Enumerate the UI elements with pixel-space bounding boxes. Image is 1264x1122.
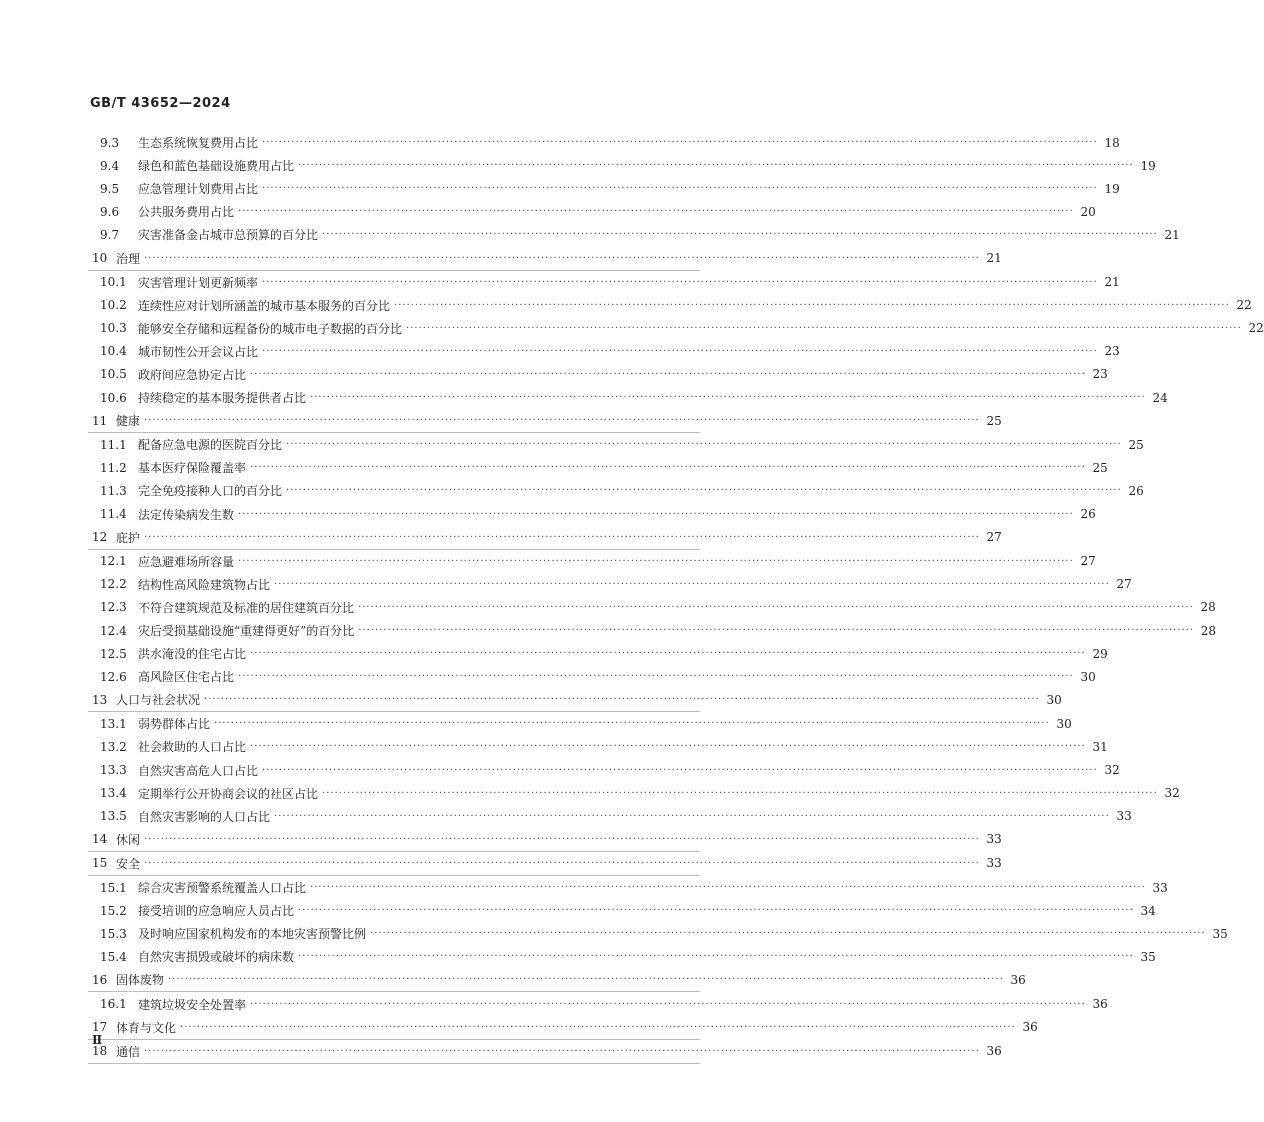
toc-section-entry[interactable] <box>88 456 1108 479</box>
toc-section-entry[interactable] <box>88 223 1180 246</box>
toc-entry-number: 9.3 <box>100 135 120 150</box>
toc-leader-dots: ········································································································································································································ <box>370 928 1206 940</box>
toc-entry-number: 10.3 <box>100 321 127 336</box>
toc-entry-page: 25 <box>986 413 1002 428</box>
toc-entry-number: 12.5 <box>100 646 127 661</box>
toc-section-entry[interactable] <box>88 550 1096 573</box>
toc-entry-title: 及时响应国家机构发布的本地灾害预警比例 <box>138 927 367 942</box>
toc-entry-number: 15.3 <box>100 926 127 941</box>
toc-entry-number: 11.3 <box>100 483 127 498</box>
toc-leader-dots: ········································································································································································································ <box>144 833 980 845</box>
toc-entry-page: 27 <box>986 530 1002 545</box>
toc-leader-dots: ········································································································································································································ <box>310 882 1146 894</box>
toc-leader-dots: ········································································································································································································ <box>286 485 1122 497</box>
toc-section-entry[interactable] <box>88 294 1252 317</box>
toc-entry-title: 基本医疗保险覆盖率 <box>138 461 247 476</box>
toc-section-entry[interactable] <box>88 759 1120 782</box>
toc-entry-title: 能够安全存储和远程备份的城市电子数据的百分比 <box>138 321 403 336</box>
toc-entry-number: 9.5 <box>100 181 120 196</box>
toc-section-entry[interactable] <box>88 876 1168 899</box>
toc-entry-number: 13.4 <box>100 786 127 801</box>
toc-entry-page: 27 <box>1080 554 1096 569</box>
toc-leader-dots: ········································································································································································································ <box>144 252 980 264</box>
toc-section-entry[interactable] <box>88 922 1228 945</box>
toc-leader-dots: ········································································································································································································ <box>310 392 1146 404</box>
toc-entry-title: 灾后受损基础设施“重建得更好”的百分比 <box>138 624 355 639</box>
toc-leader-dots: ········································································································································································································ <box>144 415 980 427</box>
toc-leader-dots: ········································································································································································································ <box>144 1045 980 1057</box>
toc-entry-page: 35 <box>1140 949 1156 964</box>
toc-leader-dots: ········································································································································································································ <box>262 345 1098 357</box>
toc-entry-title: 公共服务费用占比 <box>138 205 235 220</box>
toc-section-entry[interactable] <box>88 665 1096 688</box>
toc-section-entry[interactable] <box>88 363 1108 386</box>
toc-leader-dots: ········································································································································································································ <box>406 322 1242 334</box>
toc-entry-number: 10 <box>92 251 108 266</box>
toc-section-entry[interactable] <box>88 271 1120 294</box>
toc-entry-page: 19 <box>1104 181 1120 196</box>
toc-entry-number: 9.7 <box>100 227 120 242</box>
toc-entry-page: 36 <box>1010 972 1026 987</box>
toc-section-entry[interactable] <box>88 177 1120 200</box>
toc-entry-number: 11.2 <box>100 460 127 475</box>
toc-leader-dots: ········································································································································································································ <box>274 578 1110 590</box>
toc-leader-dots: ········································································································································································································ <box>394 299 1230 311</box>
table-of-contents <box>88 131 1264 1064</box>
toc-entry-number: 15 <box>92 856 108 871</box>
toc-section-entry[interactable] <box>88 200 1096 223</box>
toc-entry-page: 20 <box>1080 204 1096 219</box>
toc-leader-dots: ········································································································································································································ <box>262 764 1098 776</box>
toc-entry-title: 应急管理计划费用占比 <box>138 182 259 197</box>
toc-leader-dots: ········································································································································································································ <box>358 601 1194 613</box>
toc-leader-dots: ········································································································································································································ <box>250 648 1086 660</box>
toc-entry-title: 弱势群体占比 <box>138 717 211 732</box>
toc-chapter-entry[interactable] <box>88 1040 1002 1064</box>
toc-entry-number: 9.4 <box>100 158 120 173</box>
toc-entry-page: 33 <box>986 832 1002 847</box>
toc-section-entry[interactable] <box>88 782 1180 805</box>
toc-section-entry[interactable] <box>88 386 1168 409</box>
toc-entry-title: 接受培训的应急响应人员占比 <box>138 904 295 919</box>
toc-entry-page: 21 <box>986 251 1002 266</box>
toc-entry-page: 26 <box>1128 483 1144 498</box>
toc-leader-dots: ········································································································································································································ <box>250 462 1086 474</box>
toc-entry-title: 法定传染病发生数 <box>138 507 235 522</box>
toc-section-entry[interactable] <box>88 596 1216 619</box>
toc-entry-title: 综合灾害预警系统覆盖人口占比 <box>138 881 307 896</box>
toc-section-entry[interactable] <box>88 317 1264 340</box>
toc-entry-page: 35 <box>1212 926 1228 941</box>
toc-entry-page: 24 <box>1152 390 1168 405</box>
toc-leader-dots: ········································································································································································································ <box>262 137 1098 149</box>
toc-entry-page: 26 <box>1080 507 1096 522</box>
toc-entry-number: 14 <box>92 832 108 847</box>
toc-entry-number: 11.1 <box>100 437 127 452</box>
toc-leader-dots: ········································································································································································································ <box>144 857 980 869</box>
toc-entry-page: 32 <box>1104 763 1120 778</box>
toc-entry-title: 生态系统恢复费用占比 <box>138 136 259 151</box>
toc-leader-dots: ········································································································································································································ <box>298 160 1134 172</box>
toc-entry-page: 32 <box>1164 786 1180 801</box>
toc-section-entry[interactable] <box>88 573 1132 596</box>
toc-entry-page: 33 <box>1152 880 1168 895</box>
toc-leader-dots: ········································································································································································································ <box>238 671 1074 683</box>
toc-entry-title: 通信 <box>116 1044 141 1059</box>
toc-leader-dots: ········································································································································································································ <box>250 368 1086 380</box>
toc-entry-number: 10.4 <box>100 344 127 359</box>
toc-section-entry[interactable] <box>88 735 1108 758</box>
toc-entry-title: 定期举行公开协商会议的社区占比 <box>138 786 319 801</box>
toc-entry-title: 庇护 <box>116 530 141 545</box>
toc-entry-title: 城市韧性公开会议占比 <box>138 344 259 359</box>
toc-entry-number: 16.1 <box>100 997 127 1012</box>
toc-entry-page: 21 <box>1164 227 1180 242</box>
toc-entry-title: 建筑垃圾安全处置率 <box>138 997 247 1012</box>
toc-entry-title: 结构性高风险建筑物占比 <box>138 577 271 592</box>
toc-entry-number: 11 <box>92 413 108 428</box>
toc-entry-title: 人口与社会状况 <box>116 693 201 708</box>
toc-leader-dots: ········································································································································································································ <box>250 998 1086 1010</box>
toc-entry-number: 15.1 <box>100 880 127 895</box>
toc-leader-dots: ········································································································································································································ <box>262 183 1098 195</box>
toc-leader-dots: ········································································································································································································ <box>238 555 1074 567</box>
toc-entry-page: 29 <box>1092 646 1108 661</box>
toc-chapter-entry[interactable] <box>88 688 1062 712</box>
toc-chapter-entry[interactable] <box>88 828 1002 852</box>
toc-entry-page: 33 <box>986 856 1002 871</box>
toc-entry-title: 固体废物 <box>116 973 165 988</box>
toc-entry-page: 25 <box>1092 460 1108 475</box>
toc-section-entry[interactable] <box>88 503 1096 526</box>
toc-entry-number: 10.2 <box>100 298 127 313</box>
toc-leader-dots: ········································································································································································································ <box>214 718 1050 730</box>
toc-entry-page: 36 <box>986 1044 1002 1059</box>
toc-entry-page: 30 <box>1056 716 1072 731</box>
toc-entry-page: 28 <box>1200 623 1217 638</box>
toc-section-entry[interactable] <box>88 340 1120 363</box>
toc-entry-title: 灾害管理计划更新频率 <box>138 275 259 290</box>
toc-leader-dots: ········································································································································································································ <box>262 276 1098 288</box>
standard-code: GB/T 43652—2024 <box>90 96 231 111</box>
toc-section-entry[interactable] <box>88 899 1156 922</box>
toc-section-entry[interactable] <box>88 131 1120 154</box>
toc-entry-title: 绿色和蓝色基础设施费用占比 <box>138 159 295 174</box>
toc-leader-dots: ········································································································································································································ <box>358 625 1195 637</box>
toc-entry-title: 配备应急电源的医院百分比 <box>138 438 283 453</box>
toc-leader-dots: ········································································································································································································ <box>144 531 980 543</box>
toc-leader-dots: ········································································································································································································ <box>238 508 1074 520</box>
toc-leader-dots: ········································································································································································································ <box>322 787 1158 799</box>
toc-entry-title: 完全免疫接种人口的百分比 <box>138 484 283 499</box>
toc-entry-page: 27 <box>1116 577 1132 592</box>
toc-entry-title: 政府间应急协定占比 <box>138 367 247 382</box>
toc-section-entry[interactable] <box>88 712 1072 735</box>
toc-entry-number: 10.6 <box>100 390 127 405</box>
toc-entry-number: 13.5 <box>100 809 127 824</box>
toc-section-entry[interactable] <box>88 642 1108 665</box>
toc-section-entry[interactable] <box>88 154 1156 177</box>
toc-leader-dots: ········································································································································································································ <box>238 206 1074 218</box>
toc-entry-title: 体育与文化 <box>116 1020 177 1035</box>
toc-chapter-entry[interactable] <box>88 409 1002 433</box>
toc-entry-title: 高风险区住宅占比 <box>138 670 235 685</box>
toc-entry-number: 12.3 <box>100 600 127 615</box>
toc-entry-number: 18 <box>92 1044 108 1059</box>
toc-entry-title: 洪水淹没的住宅占比 <box>138 647 247 662</box>
toc-entry-number: 16 <box>92 972 108 987</box>
toc-entry-title: 安全 <box>116 856 141 871</box>
toc-entry-number: 12.4 <box>100 623 127 638</box>
toc-entry-number: 13 <box>92 692 108 707</box>
toc-entry-title: 自然灾害损毁或破坏的病床数 <box>138 950 295 965</box>
toc-entry-page: 30 <box>1046 692 1062 707</box>
toc-entry-page: 21 <box>1104 275 1120 290</box>
toc-entry-number: 13.3 <box>100 763 127 778</box>
toc-entry-page: 31 <box>1092 739 1108 754</box>
toc-entry-page: 33 <box>1116 809 1132 824</box>
toc-entry-number: 15.4 <box>100 949 127 964</box>
toc-entry-page: 25 <box>1128 437 1144 452</box>
toc-leader-dots: ········································································································································································································ <box>322 229 1158 241</box>
toc-entry-number: 12.1 <box>100 554 127 569</box>
page-number: Ⅱ <box>92 1033 103 1047</box>
toc-section-entry[interactable] <box>88 619 1217 642</box>
toc-entry-title: 连续性应对计划所涵盖的城市基本服务的百分比 <box>138 298 391 313</box>
toc-entry-title: 休闲 <box>116 832 141 847</box>
toc-entry-page: 28 <box>1200 600 1216 615</box>
toc-entry-page: 23 <box>1104 344 1120 359</box>
toc-chapter-entry[interactable] <box>88 1016 1038 1040</box>
toc-chapter-entry[interactable] <box>88 246 1002 270</box>
toc-entry-page: 36 <box>1092 997 1108 1012</box>
toc-section-entry[interactable] <box>88 479 1144 502</box>
toc-entry-number: 12.6 <box>100 669 127 684</box>
toc-entry-number: 10.5 <box>100 367 127 382</box>
toc-entry-number: 13.1 <box>100 716 127 731</box>
toc-entry-page: 18 <box>1104 135 1120 150</box>
toc-entry-page: 36 <box>1022 1020 1038 1035</box>
toc-entry-title: 自然灾害高危人口占比 <box>138 763 259 778</box>
toc-section-entry[interactable] <box>88 945 1156 968</box>
toc-entry-page: 19 <box>1140 158 1156 173</box>
toc-entry-title: 健康 <box>116 414 141 429</box>
toc-entry-number: 12 <box>92 530 108 545</box>
toc-chapter-entry[interactable] <box>88 852 1002 876</box>
toc-entry-page: 34 <box>1140 903 1156 918</box>
toc-leader-dots: ········································································································································································································ <box>204 694 1040 706</box>
toc-entry-number: 9.6 <box>100 204 120 219</box>
toc-section-entry[interactable] <box>88 805 1132 828</box>
toc-entry-number: 12.2 <box>100 577 127 592</box>
toc-entry-title: 不符合建筑规范及标准的居住建筑百分比 <box>138 600 355 615</box>
toc-leader-dots: ········································································································································································································ <box>180 1021 1016 1033</box>
toc-entry-title: 治理 <box>116 251 141 266</box>
toc-entry-title: 灾害准备金占城市总预算的百分比 <box>138 228 319 243</box>
toc-section-entry[interactable] <box>88 433 1144 456</box>
toc-entry-title: 持续稳定的基本服务提供者占比 <box>138 391 307 406</box>
toc-leader-dots: ········································································································································································································ <box>274 810 1110 822</box>
toc-chapter-entry[interactable] <box>88 968 1026 992</box>
toc-section-entry[interactable] <box>88 992 1108 1015</box>
toc-entry-number: 17 <box>92 1020 108 1035</box>
toc-entry-page: 22 <box>1236 298 1252 313</box>
toc-entry-number: 10.1 <box>100 275 127 290</box>
toc-entry-title: 应急避难场所容量 <box>138 554 235 569</box>
toc-leader-dots: ········································································································································································································ <box>298 951 1134 963</box>
toc-leader-dots: ········································································································································································································ <box>168 974 1004 986</box>
toc-entry-number: 13.2 <box>100 739 127 754</box>
toc-entry-page: 30 <box>1080 669 1096 684</box>
toc-leader-dots: ········································································································································································································ <box>286 439 1122 451</box>
toc-entry-title: 社会救助的人口占比 <box>138 740 247 755</box>
toc-leader-dots: ········································································································································································································ <box>250 741 1086 753</box>
toc-entry-number: 11.4 <box>100 507 127 522</box>
toc-chapter-entry[interactable] <box>88 526 1002 550</box>
toc-leader-dots: ········································································································································································································ <box>298 905 1134 917</box>
toc-entry-page: 22 <box>1248 321 1264 336</box>
toc-entry-title: 自然灾害影响的人口占比 <box>138 809 271 824</box>
toc-entry-number: 15.2 <box>100 903 127 918</box>
toc-entry-page: 23 <box>1092 367 1108 382</box>
